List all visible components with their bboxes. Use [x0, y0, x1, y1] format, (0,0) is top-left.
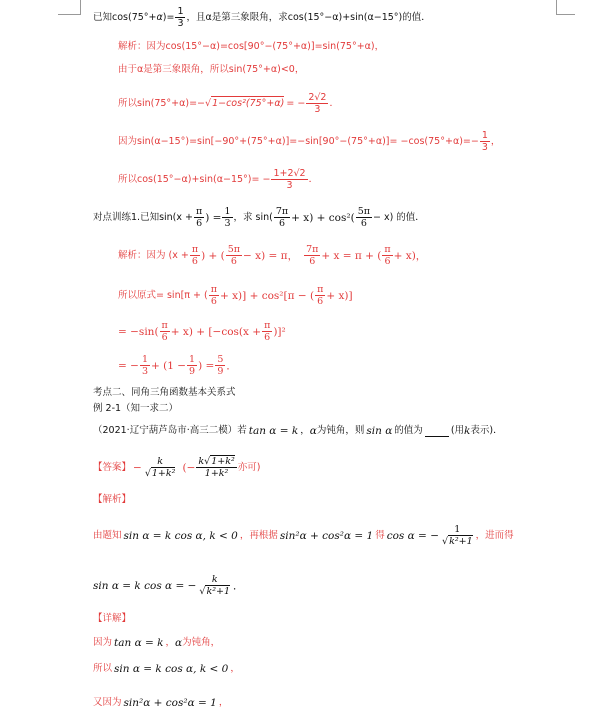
sol1-line5: 所以cos(15°−α)+sin(α−15°)= − $\frac{1+2√2}{3}$ ． — [118, 168, 319, 191]
detail-line1: 因为 tan α = k ， α 为钝角， — [93, 637, 221, 649]
answer-label: 【答案】 — [93, 461, 132, 473]
drill-question: 对点训练1.已知sin(x + $\frac{\pi}{6}$ ) = $\frac{1}{3}$ ，求 sin( $\frac{7\pi}{6}$ + x) + cos²( $\frac{5\pi}{6}$ − x) 的值． — [93, 206, 425, 229]
q1-stem-c: ，且α是第三象限角，求cos(15°−α)+sin(α−15°)的值． — [186, 11, 431, 23]
sol2-line3: = −sin( $\frac{\pi}{6}$ + x) + [−cos(x + $\frac{\pi}{6}$ )]² — [118, 320, 286, 343]
corner-mark-left — [58, 0, 81, 15]
sol1-line3: 所以sin(75°+α)=− √ 1−cos²(75°+α) = − $\frac{2√2}{3}$ ． — [118, 92, 339, 115]
detail-line3: 又因为 sin²α + cos²α = 1 ， — [93, 697, 229, 709]
sol2-line1: 解析：因为 (x + $\frac{\pi}{6}$ ) + ( $\frac{5\pi}{6}$ − x) = π， $\frac{7\pi}{6}$ + x = π + ( $\frac{\pi}{6}$ + x)， — [118, 244, 427, 267]
example-question: （2021·辽宁葫芦岛市·高三二模）若 tan α = k ， α 为钝角，则 sin α 的值为 (用 k 表示)． — [93, 425, 503, 437]
analysis-label: 【解析】 — [93, 494, 132, 505]
answer-blank — [425, 426, 449, 437]
sol1-line4: 因为sin(α−15°)=sin[−90°+(75°+α)]=−sin[90°−(75°+α)]= −cos(75°+α)=− $\frac{1}{3}$ ， — [118, 130, 501, 153]
example-title: 例 2-1（知一求二） — [93, 403, 179, 414]
sol2-line2: 所以原式= sin[π + ( $\frac{\pi}{6}$ + x)] + cos²[π − ( $\frac{\pi}{6}$ + x)] — [118, 284, 353, 307]
analysis-line2: sin α = k cos α = − $\frac{k}{\text{√k²+1}}$ ． — [93, 574, 244, 597]
detail-label: 【详解】 — [93, 613, 132, 624]
sol2-line4: = − $\frac{1}{3}$ + (1 − $\frac{1}{9}$ ) = $\frac{5}{9}$ ． — [118, 354, 237, 377]
q1-alpha: α — [156, 11, 163, 23]
section-title: 考点二、同角三角函数基本关系式 — [93, 387, 236, 398]
sol1-line1: 解析：因为cos(15°−α)=cos[90°−(75°+α)]=sin(75°+α)， — [118, 41, 385, 52]
detail-line2: 所以 sin α = k cos α, k < 0 ， — [93, 663, 240, 675]
answer-line: 【答案】 − $\frac{k}{\text{√1+k²}}$ (− $\frac{\text{k√1+k²}}{\text{1+k²}}$ 亦可) — [93, 456, 261, 479]
analysis-line1: 由题知 sin α = k cos α, k < 0 ，再根据 sin²α + cos²α = 1 得 cos α = − $\frac{1}{\text{√k²+1}}$ ，进而得 — [93, 524, 514, 547]
q1-stem-a: 已知cos(75°+ — [93, 11, 157, 23]
question-1 — [93, 6, 431, 29]
q1-fraction: $\frac{1}{3}$ — [177, 6, 184, 29]
corner-mark-right — [556, 0, 575, 15]
sol1-line2: 由于α是第三象限角，所以sin(75°+α)<0， — [118, 64, 305, 75]
q1-stem-b: )= — [162, 11, 175, 23]
